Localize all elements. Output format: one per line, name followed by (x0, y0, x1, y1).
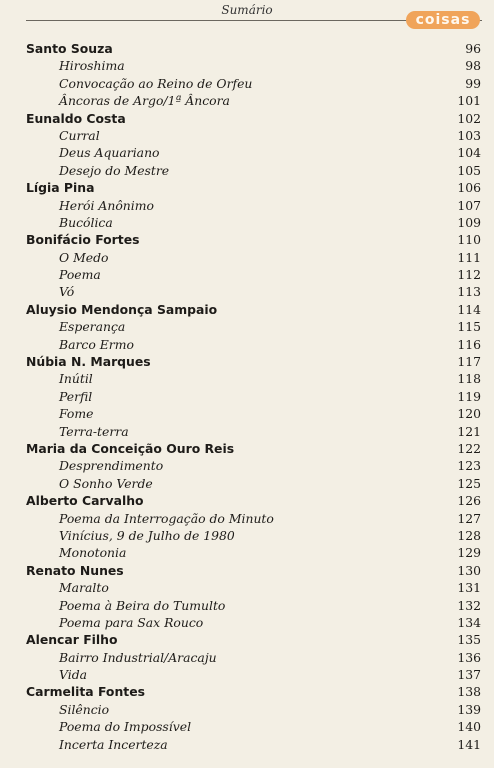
page-number: 134 (457, 614, 481, 630)
page-number: 131 (457, 580, 481, 596)
author-entry (0, 440, 494, 457)
poem-entry (0, 370, 494, 387)
poem-title: Desprendimento (59, 458, 164, 474)
poem-title: Poema para Sax Rouco (59, 614, 204, 630)
poem-entry (0, 336, 494, 353)
author-name: Núbia N. Marques (26, 354, 151, 370)
poem-title: Inútil (59, 371, 93, 387)
page-number: 129 (457, 545, 481, 561)
author-name: Santo Souza (26, 41, 113, 56)
poem-title: Herói Anônimo (59, 197, 154, 213)
poem-title: Esperança (59, 319, 126, 335)
poem-title: Incerta Incerteza (59, 736, 168, 752)
page-number: 99 (465, 75, 481, 91)
poem-title: Vida (59, 667, 88, 683)
page-number: 138 (457, 684, 481, 700)
page-number: 98 (465, 58, 481, 74)
poem-entry (0, 510, 494, 527)
page-number: 106 (457, 180, 481, 196)
page-number: 141 (457, 736, 481, 752)
poem-title: Deus Aquariano (59, 145, 160, 161)
page-number: 130 (457, 562, 481, 578)
poem-entry (0, 718, 494, 735)
poem-title: Perfil (59, 388, 93, 404)
poem-entry (0, 666, 494, 683)
author-entry (0, 492, 494, 509)
poem-entry (0, 162, 494, 179)
author-entry (0, 110, 494, 127)
author-entry (0, 683, 494, 700)
page-number: 115 (457, 319, 481, 335)
page-number: 137 (457, 667, 481, 683)
page-number: 132 (457, 597, 481, 613)
page-number: 107 (457, 197, 481, 213)
poem-entry (0, 405, 494, 422)
page-number: 136 (457, 649, 481, 665)
author-entry (0, 301, 494, 318)
poem-entry (0, 579, 494, 596)
poem-entry (0, 614, 494, 631)
page-number: 119 (457, 388, 481, 404)
page-number: 102 (457, 110, 481, 126)
poem-entry (0, 127, 494, 144)
poem-title: O Sonho Verde (59, 475, 153, 491)
poem-entry (0, 527, 494, 544)
page-number: 118 (457, 371, 481, 387)
author-name: Maria da Conceição Ouro Reis (26, 440, 235, 456)
poem-title: Maralto (59, 580, 109, 596)
page-number: 105 (457, 162, 481, 178)
poem-title: Vó (59, 284, 75, 300)
page-number: 110 (457, 232, 481, 248)
poem-title: Fome (59, 406, 94, 422)
poem-title: Poema do Impossível (59, 719, 192, 735)
page-number: 122 (457, 440, 481, 456)
page-number: 140 (457, 719, 481, 735)
page-number: 96 (465, 41, 481, 56)
poem-entry (0, 214, 494, 231)
poem-title: Curral (59, 127, 100, 143)
author-entry (0, 353, 494, 370)
page-number: 101 (457, 93, 481, 109)
author-name: Alberto Carvalho (26, 493, 144, 509)
page-number: 112 (457, 267, 481, 283)
poem-entry (0, 423, 494, 440)
poem-entry (0, 249, 494, 266)
page-number: 111 (457, 249, 481, 265)
poem-entry (0, 144, 494, 161)
poem-title: Convocação ao Reino de Orfeu (59, 75, 253, 91)
author-name: Renato Nunes (26, 562, 124, 578)
table-of-contents (0, 40, 494, 753)
author-name: Alencar Filho (26, 632, 118, 648)
poem-title: Poema à Beira do Tumulto (59, 597, 226, 613)
page-number: 109 (457, 214, 481, 230)
poem-entry (0, 457, 494, 474)
poem-title: Vinícius, 9 de Julho de 1980 (59, 527, 235, 543)
page-number: 120 (457, 406, 481, 422)
page-number: 103 (457, 127, 481, 143)
author-name: Bonifácio Fortes (26, 232, 140, 248)
poem-title: Poema da Interrogação do Minuto (59, 510, 274, 526)
poem-entry (0, 388, 494, 405)
page-header (0, 0, 494, 28)
page-number: 117 (457, 354, 481, 370)
poem-title: Âncoras de Argo/1ª Âncora (59, 93, 230, 109)
poem-title: Bairro Industrial/Aracaju (59, 649, 217, 665)
page-number: 114 (457, 301, 481, 317)
author-entry (0, 562, 494, 579)
poem-entry (0, 197, 494, 214)
poem-entry (0, 266, 494, 283)
author-entry (0, 40, 494, 57)
author-name: Lígia Pina (26, 180, 95, 196)
page-number: 128 (457, 527, 481, 543)
poem-title: Silêncio (59, 701, 110, 717)
page-number: 126 (457, 493, 481, 509)
author-entry (0, 179, 494, 196)
poem-entry (0, 283, 494, 300)
page-number: 121 (457, 423, 481, 439)
poem-entry (0, 701, 494, 718)
poem-title: Desejo do Mestre (59, 162, 170, 178)
author-name: Carmelita Fontes (26, 684, 145, 700)
poem-title: Monotonia (59, 545, 127, 561)
page-number: 139 (457, 701, 481, 717)
poem-entry (0, 736, 494, 753)
poem-entry (0, 597, 494, 614)
page-number: 123 (457, 458, 481, 474)
poem-entry (0, 75, 494, 92)
poem-entry (0, 318, 494, 335)
poem-entry (0, 92, 494, 109)
page-number: 104 (457, 145, 481, 161)
author-name: Aluysio Mendonça Sampaio (26, 301, 218, 317)
poem-entry (0, 475, 494, 492)
poem-entry (0, 544, 494, 561)
page-title: Sumário (221, 3, 273, 17)
poem-entry (0, 649, 494, 666)
page-number: 135 (457, 632, 481, 648)
poem-title: Poema (59, 267, 101, 283)
page-number: 116 (457, 336, 481, 352)
poem-title: Barco Ermo (59, 336, 134, 352)
coisas-logo: coisas (406, 11, 480, 29)
poem-title: O Medo (59, 249, 109, 265)
poem-entry (0, 57, 494, 74)
author-name: Eunaldo Costa (26, 110, 126, 126)
poem-title: Terra-terra (59, 423, 129, 439)
author-entry (0, 231, 494, 248)
poem-title: Hiroshima (59, 58, 125, 74)
page-number: 127 (457, 510, 481, 526)
page-number: 113 (457, 284, 481, 300)
page-number: 125 (457, 475, 481, 491)
poem-title: Bucólica (59, 214, 113, 230)
author-entry (0, 631, 494, 648)
